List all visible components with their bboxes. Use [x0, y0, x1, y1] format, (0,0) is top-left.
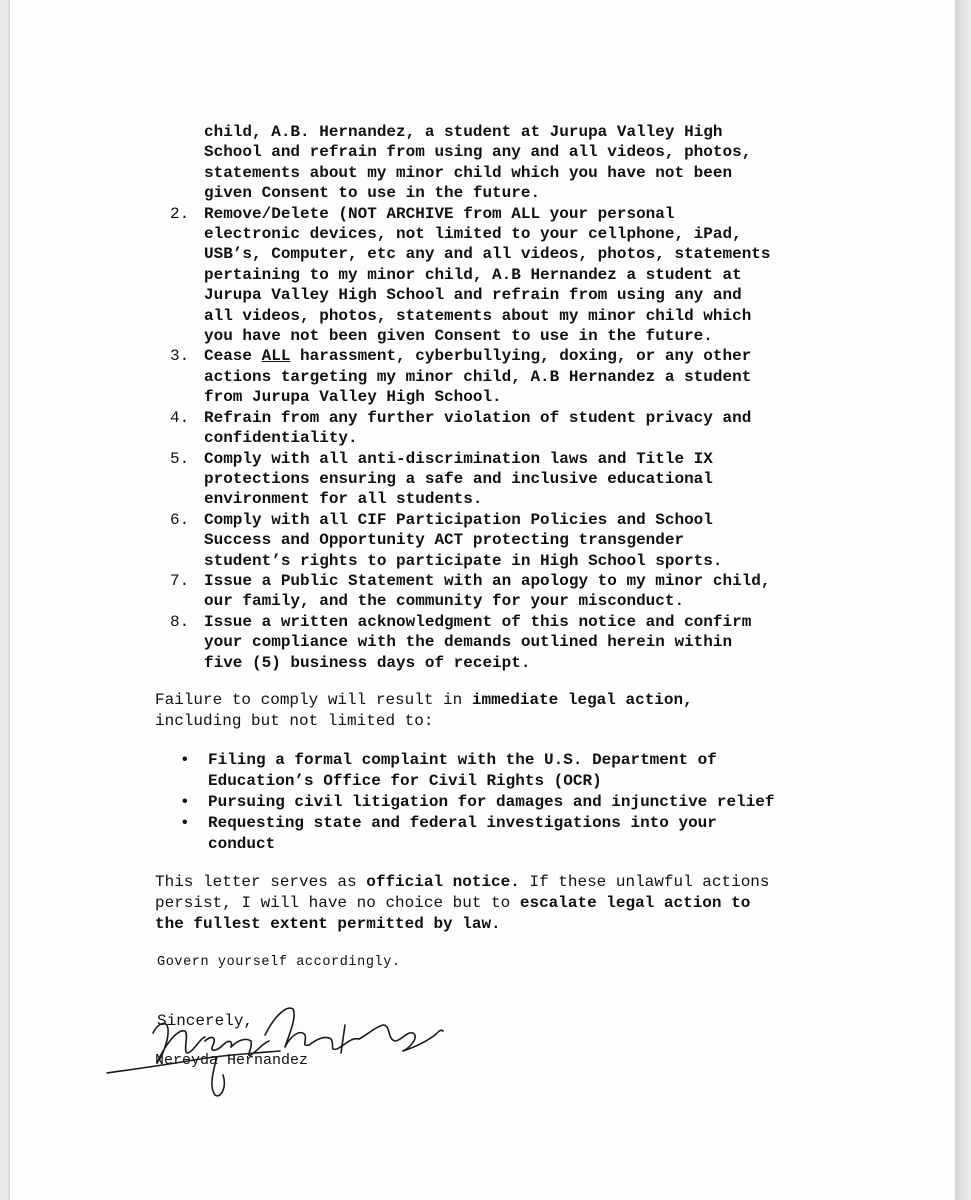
handwritten-signature — [105, 995, 445, 1105]
list-line: all videos, photos, statements about my minor child which — [204, 306, 752, 325]
item-number: 2. — [170, 204, 190, 223]
list-item-4 — [170, 408, 870, 449]
page-edge — [955, 0, 971, 1200]
signature-stroke — [205, 1038, 232, 1051]
bullet-line: Filing a formal complaint with the U.S. Department of — [208, 751, 717, 769]
item-number: 5. — [170, 449, 190, 468]
list-line: confidentiality. — [204, 429, 358, 448]
list-line: Comply with all anti-discrimination laws and Title IX — [204, 449, 713, 468]
bullet-line: Requesting state and federal investigations into your — [208, 814, 717, 832]
list-line: actions targeting my minor child, A.B Hernandez a student — [204, 367, 752, 386]
sincerely-line: Sincerely, — [157, 1012, 254, 1030]
list-item-8 — [170, 612, 870, 673]
list-line — [204, 346, 870, 366]
list-line: child, A.B. Hernandez, a student at Jurupa Valley High — [204, 123, 723, 141]
list-line: from Jurupa Valley High School. — [204, 388, 502, 407]
text-fragment: Cease — [204, 347, 262, 366]
list-line: environment for all students. — [204, 490, 483, 509]
bullet-item — [180, 792, 870, 813]
list-line: Comply with all CIF Participation Policies and School — [204, 510, 713, 529]
list-line: pertaining to my minor child, A.B Hernandez a student at — [204, 265, 742, 284]
failure-paragraph — [155, 690, 875, 732]
bullet-item — [180, 750, 870, 792]
list-line: Success and Opportunity ACT protecting transgender — [204, 531, 685, 550]
bullet-item — [180, 813, 870, 855]
list-item-2 — [170, 204, 870, 347]
list-item-3 — [170, 346, 870, 407]
bullet-icon: • — [180, 814, 190, 832]
list-line: statements about my minor child which you have not been — [204, 163, 733, 182]
printed-name: Nereyda Hernandez — [155, 1052, 309, 1069]
bold-fragment: official notice. — [366, 873, 520, 891]
list-line: Issue a Public Statement with an apology to my minor child, — [204, 571, 771, 590]
list-line: Jurupa Valley High School and refrain from using any and — [204, 286, 742, 305]
text-fragment: persist, I will have no choice but to — [155, 894, 520, 912]
signature-stroke — [309, 1037, 359, 1049]
text-fragment: This letter serves as — [155, 873, 367, 891]
list-line: Refrain from any further violation of student privacy and — [204, 408, 752, 427]
list-line: our family, and the community for your misconduct. — [204, 592, 685, 611]
list-line: student’s rights to participate in High School sports. — [204, 551, 723, 570]
list-item-1-continued — [170, 122, 870, 204]
bullet-line: conduct — [208, 835, 276, 853]
list-line: you have not been given Consent to use in the future. — [204, 327, 713, 346]
signature-stroke — [359, 1025, 415, 1051]
signature-stroke — [212, 1057, 224, 1096]
letter-page — [10, 0, 955, 1200]
closing-line: Govern yourself accordingly. — [157, 955, 401, 970]
consequences-list — [180, 750, 870, 855]
bullet-line: Pursuing civil litigation for damages and injunctive relief — [208, 793, 775, 811]
bold-fragment: immediate legal action, — [471, 691, 693, 709]
bullet-icon: • — [180, 751, 190, 769]
list-item-6 — [170, 510, 870, 571]
list-line: Issue a written acknowledgment of this notice and confirm — [204, 612, 752, 631]
item-number: 7. — [170, 571, 190, 590]
signature-stroke — [341, 1025, 345, 1053]
signature-stroke — [265, 1008, 309, 1047]
item-number: 3. — [170, 347, 190, 366]
list-line: five (5) business days of receipt. — [204, 653, 531, 672]
list-line: USB’s, Computer, etc any and all videos, photos, statements — [204, 245, 771, 264]
list-line: given Consent to use in the future. — [204, 184, 541, 203]
list-item-5 — [170, 449, 870, 510]
text-fragment: including but not limited to: — [155, 712, 434, 730]
item-number: 6. — [170, 510, 190, 529]
list-item-7 — [170, 571, 870, 612]
list-line: Remove/Delete (NOT ARCHIVE from ALL your personal — [204, 204, 675, 223]
list-line: your compliance with the demands outlined herein within — [204, 633, 733, 652]
demands-list — [170, 122, 870, 673]
bullet-icon: • — [180, 793, 190, 811]
bold-fragment: escalate legal action to — [519, 894, 751, 912]
signature-stroke — [153, 1023, 205, 1063]
list-line: School and refrain from using any and all videos, photos, — [204, 143, 752, 162]
underlined-all: ALL — [261, 347, 291, 366]
text-fragment: harassment, cyberbullying, doxing, or any other — [290, 347, 752, 366]
text-fragment: Failure to comply will result in — [155, 691, 472, 709]
item-number: 4. — [170, 408, 190, 427]
bold-fragment: the fullest extent permitted by law. — [155, 915, 501, 933]
text-fragment: If these unlawful actions — [519, 873, 770, 891]
list-line: protections ensuring a safe and inclusive educational — [204, 469, 713, 488]
list-line: electronic devices, not limited to your cellphone, iPad, — [204, 225, 742, 244]
notice-paragraph — [155, 872, 875, 935]
item-number: 8. — [170, 612, 190, 631]
signature-stroke — [107, 1051, 280, 1073]
bullet-line: Education’s Office for Civil Rights (OCR) — [208, 772, 602, 790]
